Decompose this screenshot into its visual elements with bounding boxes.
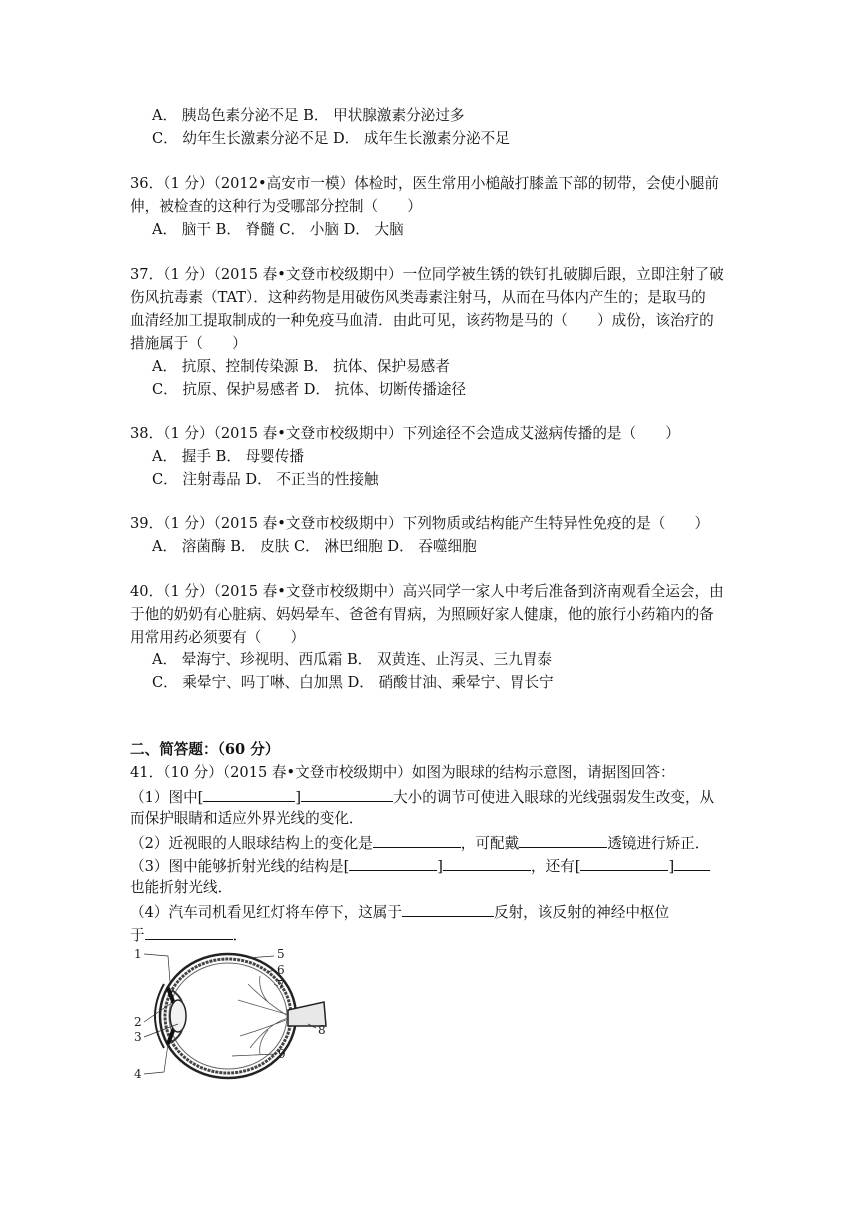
- q40-stem-line3: 用常用药必须要有（ ）: [130, 629, 306, 646]
- q41-p3-text-b: ]: [437, 858, 443, 875]
- figure-label-2: 2: [134, 1015, 142, 1029]
- q36-stem-line2: 伸，被检查的这种行为受哪部分控制（ ）: [130, 198, 422, 215]
- q37-options-line2: C． 抗原、保护易感者 D． 抗体、切断传播途径: [152, 381, 467, 398]
- answer-blank[interactable]: [203, 786, 295, 802]
- section-heading: 二、简答题：（60 分）: [130, 741, 280, 758]
- q41-stem: 41．（10 分）（2015 春•文登市校级期中）如图为眼球的结构示意图，请据图回答：: [130, 764, 675, 781]
- q37-stem-line3: 血清经加工提取制成的一种免疫马血清．由此可见，该药物是马的（ ）成份，该治疗的: [130, 312, 714, 329]
- q40-stem-line1: 40．（1 分）（2015 春•文登市校级期中）高兴同学一家人中考后准备到济南观看全运会，由: [130, 583, 724, 600]
- figure-label-6: 6: [277, 963, 285, 977]
- q37-stem-line1: 37．（1 分）（2015 春•文登市校级期中）一位同学被生锈的铁钉扎破脚后跟，立即注射了破: [130, 266, 724, 283]
- figure-label-1: 1: [134, 947, 142, 961]
- answer-blank[interactable]: [674, 855, 710, 871]
- figure-label-9: 9: [278, 1047, 286, 1061]
- q41-p3-text-d: ]: [668, 858, 675, 875]
- q41-part2: [130, 832, 709, 854]
- q41-part3-line2: 也能折射光线．: [130, 879, 233, 896]
- leader-line-9: [232, 1054, 276, 1056]
- answer-blank[interactable]: [373, 832, 461, 848]
- answer-blank[interactable]: [349, 855, 437, 871]
- q41-p1-text-c: 大小的调节可使进入眼球的光线强弱发生改变，从: [393, 789, 715, 806]
- figure-label-8: 8: [318, 1023, 326, 1037]
- q39-stem: 39．（1 分）（2015 春•文登市校级期中）下列物质或结构能产生特异性免疫的是（ ）: [130, 515, 710, 532]
- answer-blank[interactable]: [301, 786, 393, 802]
- q41-p2-text-a: （2）近视眼的人眼球结构上的变化是: [130, 835, 373, 852]
- q38-options-line2: C． 注射毒品 D． 不正当的性接触: [152, 471, 379, 488]
- answer-blank[interactable]: [580, 855, 668, 871]
- eyeball-diagram: [128, 944, 348, 1084]
- q41-part4-line2: [130, 924, 247, 946]
- figure-label-7: 7: [277, 978, 285, 992]
- q41-p4-text-d: ．: [232, 927, 248, 944]
- q41-part4-line1: [130, 901, 669, 923]
- q38-options-line1: A． 握手 B． 母婴传播: [152, 448, 304, 465]
- q41-p2-text-c: 透镜进行矫正．: [607, 835, 710, 852]
- answer-blank[interactable]: [519, 832, 607, 848]
- answer-blank[interactable]: [402, 901, 494, 917]
- q38-stem: 38．（1 分）（2015 春•文登市校级期中）下列途径不会造成艾滋病传播的是（ ）: [130, 425, 680, 442]
- q41-p2-text-b: ，可配戴: [460, 835, 520, 852]
- q40-stem-line2: 于他的奶奶有心脏病、妈妈晕车、爸爸有胃病，为照顾好家人健康，他的旅行小药箱内的备: [130, 606, 714, 623]
- q41-p4-text-a: （4）汽车司机看见红灯将车停下，这属于: [130, 904, 402, 921]
- q41-p1-text-b: ]: [295, 789, 302, 806]
- q41-part3-line1: [130, 855, 710, 877]
- lens: [170, 1000, 186, 1032]
- q41-p4-text-b: 反射，该反射的神经中枢位: [493, 904, 670, 921]
- figure-label-3: 3: [134, 1030, 142, 1044]
- leader-line-1: [144, 954, 170, 982]
- q41-part1-line2: 而保护眼睛和适应外界光线的变化．: [130, 810, 364, 827]
- figure-label-4: 4: [134, 1067, 142, 1081]
- q37-stem-line2: 伤风抗毒素（TAT）．这种药物是用破伤风类毒素注射马，从而在马体内产生的；是取马的: [130, 289, 706, 306]
- q39-options: A． 溶菌酶 B． 皮肤 C． 淋巴细胞 D． 吞噬细胞: [152, 538, 477, 555]
- q40-options-line1: A． 晕海宁、珍视明、西瓜霜 B． 双黄连、止泻灵、三九胃泰: [152, 651, 553, 668]
- q37-options-line1: A． 抗原、控制传染源 B． 抗体、保护易感者: [152, 358, 450, 375]
- q41-p3-text-a: （3）图中能够折射光线的结构是[: [130, 858, 350, 875]
- q36-stem-line1: 36．（1 分）（2012•高安市一模）体检时，医生常用小槌敲打膝盖下部的韧带，会使小腿前: [130, 175, 720, 192]
- answer-blank[interactable]: [443, 855, 531, 871]
- q37-stem-line4: 措施属于（ ）: [130, 335, 247, 352]
- q40-options-line2: C． 乘晕宁、吗丁啉、白加黑 D． 硝酸甘油、乘晕宁、胃长宁: [152, 674, 554, 691]
- figure-label-5: 5: [277, 947, 285, 961]
- q36-options: A． 脑干 B． 脊髓 C． 小脑 D． 大脑: [152, 221, 404, 238]
- q41-p3-text-c: ，还有[: [531, 858, 581, 875]
- q41-p1-text-a: （1）图中[: [130, 789, 204, 806]
- leader-line-4: [144, 1044, 168, 1074]
- q41-p4-text-c: 于: [130, 927, 145, 944]
- q35-options-line2: C． 幼年生长激素分泌不足 D． 成年生长激素分泌不足: [152, 130, 510, 147]
- q35-options-line1: A． 胰岛色素分泌不足 B． 甲状腺激素分泌过多: [152, 107, 465, 124]
- answer-blank[interactable]: [145, 924, 233, 940]
- q41-part1-line1: [130, 786, 714, 808]
